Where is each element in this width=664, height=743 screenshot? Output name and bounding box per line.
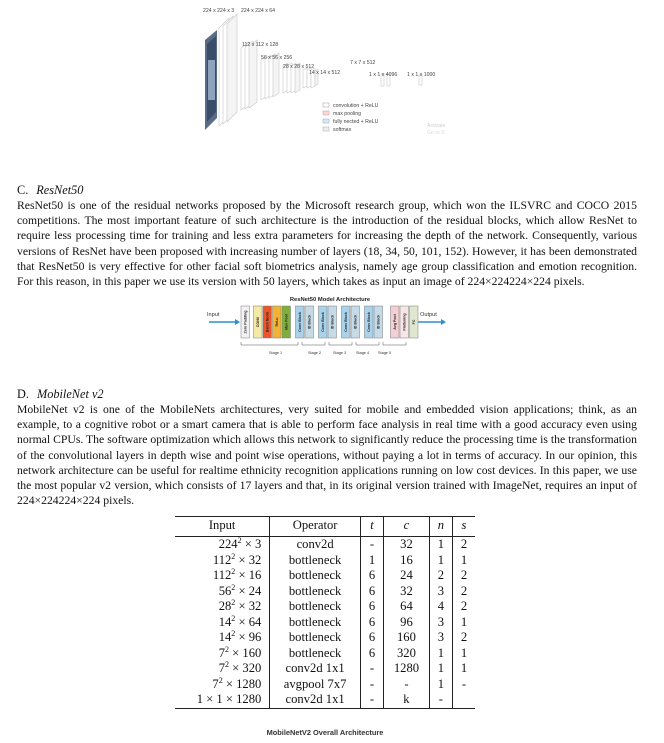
vgg-dim-label: 1 x 1 x 4096: [369, 72, 398, 78]
input-exponent: 2: [218, 675, 223, 685]
s-cell: 1: [452, 646, 475, 662]
c-cell: 96: [384, 615, 430, 631]
input-exponent: 2: [231, 582, 236, 592]
vgg-dim-label: 28 x 28 x 512: [283, 64, 315, 70]
op-cell: conv2d 1x1: [270, 661, 361, 677]
input-rest: × 24: [235, 583, 262, 598]
input-cell: [175, 568, 270, 584]
table-header-row: [175, 517, 475, 537]
watermark-text: Activate: [427, 123, 446, 129]
table-row: [175, 537, 475, 553]
resnet-block-label: Conv Block: [367, 312, 372, 332]
resnet-block-label: Conv Block: [344, 312, 349, 332]
c-cell: 160: [384, 630, 430, 646]
resnet-output-label: Output: [420, 312, 437, 318]
input-exponent: 2: [225, 660, 229, 669]
s-cell: 2: [452, 568, 475, 584]
vgg-legend-item: softmax: [333, 127, 352, 133]
input-base: 7: [212, 676, 219, 691]
input-cell: [175, 677, 270, 693]
stage-bracket: [241, 342, 298, 345]
t-cell: 6: [360, 568, 383, 584]
vgg-dim-label: 224 x 224 x 64: [241, 8, 276, 14]
s-cell: 2: [452, 537, 475, 553]
resnet-block-label: CONV: [256, 316, 261, 328]
input-rest: × 3: [241, 537, 262, 551]
input-base: 7: [218, 661, 225, 675]
input-rest: × 1280: [222, 676, 262, 691]
table-header: c: [384, 517, 430, 537]
resnet-block-label: Conv Block: [298, 312, 303, 332]
t-cell: -: [360, 692, 383, 708]
s-cell: 2: [452, 584, 475, 600]
c-cell: 32: [384, 584, 430, 600]
table-row: [175, 630, 475, 646]
t-cell: 6: [360, 615, 383, 631]
c-cell: k: [384, 692, 430, 708]
input-cell: [175, 599, 270, 615]
section-number: C.: [17, 183, 29, 197]
input-exponent: 2: [231, 613, 236, 623]
input-base: 112: [212, 552, 232, 567]
s-cell: 1: [452, 615, 475, 631]
resnet-block-label: Zero Padding: [243, 310, 248, 334]
vgg-dim-label: 14 x 14 x 512: [309, 70, 341, 76]
n-cell: 2: [429, 568, 452, 584]
input-base: 14: [218, 614, 232, 629]
t-cell: -: [360, 537, 383, 553]
input-exponent: 2: [237, 536, 242, 545]
n-cell: 1: [429, 677, 452, 693]
input-base: 14: [218, 630, 232, 644]
resnet-block-label: ID Block: [307, 314, 312, 330]
table-row: [175, 692, 475, 708]
table-header: n: [429, 517, 452, 537]
n-cell: 3: [429, 584, 452, 600]
stage-label: Stage 1: [269, 351, 283, 355]
input-cell: [175, 692, 270, 708]
input-rest: × 160: [229, 645, 262, 660]
vgg-legend-item: max pooling: [333, 111, 361, 117]
section-heading-resnet: [17, 183, 83, 198]
resnet-block-label: Batch Norm: [265, 311, 270, 333]
resnet-block-label: ID Block: [330, 314, 335, 330]
stage-bracket: [302, 342, 325, 345]
s-cell: [452, 692, 475, 708]
input-base: 56: [218, 583, 232, 598]
resnet-block-label: ReLu: [275, 317, 280, 327]
input-base: 7: [218, 645, 225, 660]
op-cell: bottleneck: [270, 553, 361, 569]
section-title: MobileNet v2: [36, 387, 104, 401]
table-header: Operator: [270, 517, 361, 537]
table-header: t: [360, 517, 383, 537]
t-cell: 1: [360, 553, 383, 569]
s-cell: 1: [452, 553, 475, 569]
input-exponent: 2: [225, 644, 229, 654]
n-cell: 1: [429, 661, 452, 677]
input-exponent: 2: [231, 551, 236, 561]
table-row: [175, 584, 475, 600]
table-header: s: [452, 517, 475, 537]
op-cell: avgpool 7x7: [270, 677, 361, 693]
op-cell: bottleneck: [270, 615, 361, 631]
n-cell: -: [429, 692, 452, 708]
vgg-dim-label: 224 x 224 x 3: [203, 8, 235, 14]
t-cell: 6: [360, 646, 383, 662]
n-cell: 1: [429, 646, 452, 662]
stage-label: Stage 3: [333, 351, 347, 355]
input-exponent: 2: [231, 629, 236, 638]
n-cell: 4: [429, 599, 452, 615]
op-cell: bottleneck: [270, 584, 361, 600]
n-cell: 3: [429, 630, 452, 646]
input-cell: [175, 661, 270, 677]
input-base: 224: [218, 537, 238, 551]
c-cell: 320: [384, 646, 430, 662]
op-cell: conv2d 1x1: [270, 692, 361, 708]
section-heading-mobilenet: [17, 387, 104, 402]
resnet-block-label: ID Block: [353, 314, 358, 330]
table-row: [175, 553, 475, 569]
table-row: [175, 599, 475, 615]
input-cell: [175, 630, 270, 646]
table-header: Input: [175, 517, 270, 537]
table-row: [175, 677, 475, 693]
t-cell: -: [360, 677, 383, 693]
input-rest: × 64: [235, 614, 262, 629]
vgg-legend-item: convolution + ReLU: [333, 103, 379, 109]
table-row: [175, 568, 475, 584]
s-cell: 2: [452, 599, 475, 615]
table-caption: MobileNetV2 Overall Architecture: [266, 728, 384, 737]
s-cell: 2: [452, 630, 475, 646]
vgg-dim-label: 7 x 7 x 512: [350, 60, 376, 66]
stage-bracket: [383, 342, 406, 345]
t-cell: -: [360, 661, 383, 677]
resnet-block-label: Flattening: [402, 313, 407, 331]
input-base: 1 × 1 × 1280: [196, 692, 262, 706]
input-base: 28: [218, 599, 232, 613]
op-cell: conv2d: [270, 537, 361, 553]
resnet-input-label: Input: [207, 312, 220, 318]
c-cell: 32: [384, 537, 430, 553]
input-cell: [175, 615, 270, 631]
vgg-dim-label: 112 x 112 x 128: [242, 42, 279, 48]
input-rest: × 96: [235, 630, 262, 644]
stage-bracket: [329, 342, 352, 345]
input-rest: × 32: [235, 552, 262, 567]
op-cell: bottleneck: [270, 630, 361, 646]
input-rest: × 32: [235, 599, 262, 613]
mobilenet-paragraph: MobileNet v2 is one of the MobileNets architectures, very suited for mobile and embedded vision applications; think, as an example, to a cognitive robot or a smart camera that is able to perform face analysis in real time with a good accuracy even using normal CPUs. The software optimization which allows this network to significantly reduce the processing time is the transformation of the convolutional layers in depth wise and point wise operations, without paying a lot in terms of accuracy. In our opinion, this network architecture can be useful for realtime ethnicity recognition applications running on low cost devices. In this paper, we use the most popular v2 version, which consists of 17 layers and that, in its original version trained with ImageNet, requires an input of 224×224224×224 pixels.: [17, 403, 637, 508]
n-cell: 3: [429, 615, 452, 631]
c-cell: 24: [384, 568, 430, 584]
vgg-dim-label: 56 x 56 x 256: [261, 55, 293, 61]
resnet-paragraph: ResNet50 is one of the residual networks proposed by the Microsoft research group, which won the ILSVRC and COCO 2015 competitions. The most important feature of such architecture is the introduction of the residual blocks, which allow ResNet to require less processing time for training and less extra parameters for increasing the depth of the network. Consequently, various versions of ResNet have been proposed with increasing number of layers (18, 34, 50, 101, 152). However, it has been demonstrated that ResNet50 is very effective for other facial soft biometrics analysis, namely age group classification and emotion recognition. For this reason, in this paper we use its version with 50 layers, which takes as input an image of 224×224224×224 pixels.: [17, 199, 637, 289]
resnet-block-label: Max Pool: [284, 314, 289, 330]
vgg-dim-label: 1 x 1 x 1000: [407, 72, 436, 78]
input-cell: [175, 584, 270, 600]
input-exponent: 2: [231, 567, 236, 576]
c-cell: 64: [384, 599, 430, 615]
stage-label: Stage 4: [356, 351, 370, 355]
resnet-block-label: ID Block: [376, 314, 381, 330]
watermark-text: Go to S: [427, 130, 445, 136]
section-number: D.: [17, 387, 29, 401]
n-cell: 1: [429, 537, 452, 553]
section-title: ResNet50: [36, 183, 84, 197]
vgg-architecture-figure: [195, 0, 475, 142]
resnet-block-label: Conv Block: [321, 312, 326, 332]
t-cell: 6: [360, 630, 383, 646]
stage-label: Stage 5: [378, 351, 392, 355]
input-rest: × 16: [235, 568, 262, 582]
resnet-architecture-figure: [205, 294, 455, 368]
input-rest: × 320: [229, 661, 262, 675]
table-row: [175, 646, 475, 662]
vgg-legend: [323, 103, 379, 133]
mobilenet-architecture-table: [175, 516, 475, 709]
input-exponent: 2: [231, 598, 236, 607]
input-base: 112: [212, 568, 232, 582]
table-row: [175, 661, 475, 677]
s-cell: 1: [452, 661, 475, 677]
resnet-block-label: FC: [412, 319, 417, 325]
vgg-legend-item: fully nected + ReLU: [333, 119, 379, 125]
op-cell: bottleneck: [270, 646, 361, 662]
resnet-block-label: Avg Pool: [393, 314, 398, 330]
stage-label: Stage 2: [308, 351, 322, 355]
c-cell: -: [384, 677, 430, 693]
input-cell: [175, 553, 270, 569]
c-cell: 1280: [384, 661, 430, 677]
t-cell: 6: [360, 584, 383, 600]
s-cell: -: [452, 677, 475, 693]
op-cell: bottleneck: [270, 568, 361, 584]
input-cell: [175, 537, 270, 553]
op-cell: bottleneck: [270, 599, 361, 615]
t-cell: 6: [360, 599, 383, 615]
input-cell: [175, 646, 270, 662]
resnet-figure-title: ResNet50 Model Architecture: [289, 297, 371, 303]
n-cell: 1: [429, 553, 452, 569]
c-cell: 16: [384, 553, 430, 569]
table-row: [175, 615, 475, 631]
stage-bracket: [356, 342, 379, 345]
